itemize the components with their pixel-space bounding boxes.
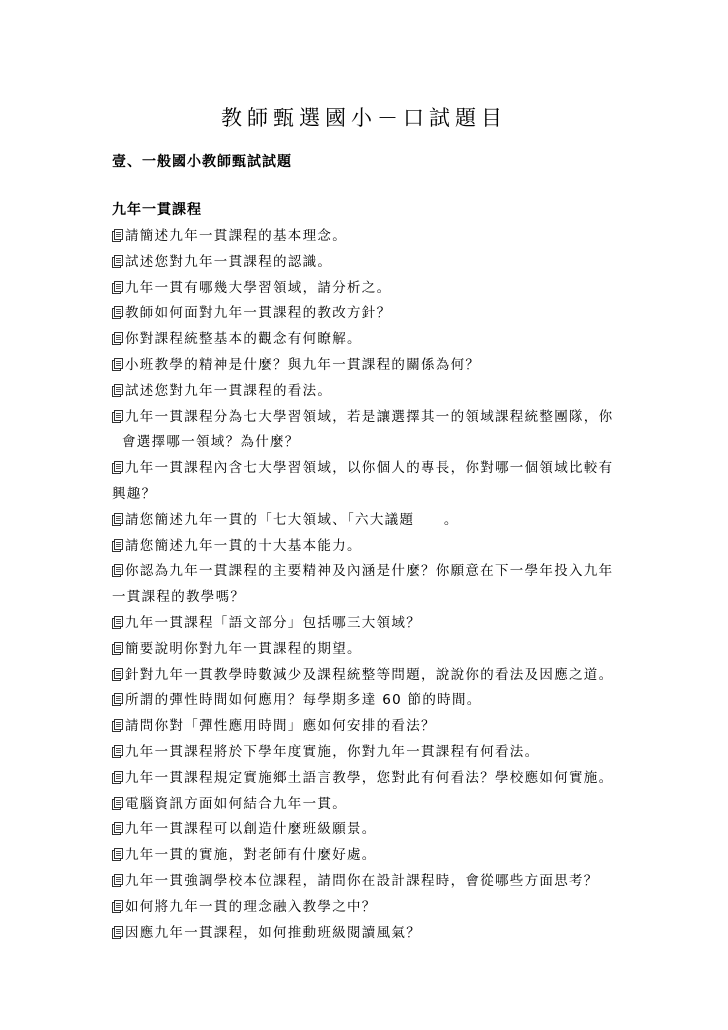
question-item bbox=[112, 508, 622, 534]
section-heading: 壹、一般國小教師甄試試題 bbox=[112, 154, 292, 170]
question-item bbox=[112, 250, 622, 276]
question-item bbox=[112, 663, 622, 689]
question-item-continuation bbox=[112, 482, 622, 508]
question-text: 九年一貫課程分為七大學習領域，若是讓選擇其一的領域課程統整團隊，你 bbox=[125, 408, 614, 425]
question-text: 教師如何面對九年一貫課程的教改方針？ bbox=[125, 305, 392, 322]
question-item bbox=[112, 534, 622, 560]
question-text: 如何將九年一貫的理念融入教學之中？ bbox=[125, 898, 377, 915]
question-text: 興趣？ bbox=[112, 485, 157, 502]
question-text: 九年一貫的實施，對老師有什麼好處。 bbox=[125, 847, 377, 864]
question-text: 簡要說明你對九年一貫課程的期望。 bbox=[125, 640, 362, 657]
question-text: 會選擇哪一領域？為什麼？ bbox=[122, 434, 300, 451]
question-text: 試述您對九年一貫課程的看法。 bbox=[125, 382, 333, 399]
document-bullet-icon bbox=[112, 693, 123, 706]
question-item bbox=[112, 688, 622, 714]
question-list bbox=[112, 224, 622, 946]
question-item bbox=[112, 895, 622, 921]
question-item-continuation bbox=[112, 585, 622, 611]
question-text: 你對課程統整基本的觀念有何瞭解。 bbox=[125, 331, 362, 348]
question-item bbox=[112, 353, 622, 379]
document-bullet-icon bbox=[112, 848, 123, 861]
question-text: 你認為九年一貫課程的主要精神及內涵是什麼？你願意在下一學年投入九年 bbox=[125, 563, 614, 580]
question-text: 九年一貫課程將於下學年度實施，你對九年一貫課程有何看法。 bbox=[125, 743, 540, 760]
document-bullet-icon bbox=[112, 926, 123, 939]
question-text: 九年一貫課程「語文部分」包括哪三大領域？ bbox=[125, 614, 421, 631]
question-item bbox=[112, 740, 622, 766]
question-item bbox=[112, 276, 622, 302]
question-text: 所謂的彈性時間如何應用？每學期多達 60 節的時間。 bbox=[125, 692, 482, 709]
question-text: 請您簡述九年一貫的十大基本能力。 bbox=[125, 537, 362, 554]
document-bullet-icon bbox=[112, 461, 123, 474]
question-text: 試述您對九年一貫課程的認識。 bbox=[125, 253, 333, 270]
question-item bbox=[112, 224, 622, 250]
subsection-heading: 九年一貫課程 bbox=[112, 202, 202, 218]
document-bullet-icon bbox=[112, 384, 123, 397]
document-bullet-icon bbox=[112, 281, 123, 294]
question-item-continuation bbox=[112, 430, 622, 456]
question-text: 請您簡述九年一貫的「七大領域、「六大議題 。 bbox=[125, 511, 459, 528]
page-title: 教師甄選國小－口試題目 bbox=[221, 106, 507, 130]
question-item bbox=[112, 301, 622, 327]
document-bullet-icon bbox=[112, 539, 123, 552]
question-text: 九年一貫有哪幾大學習領域，請分析之。 bbox=[125, 279, 392, 296]
question-item bbox=[112, 792, 622, 818]
question-text: 電腦資訊方面如何結合九年一貫。 bbox=[125, 795, 347, 812]
document-bullet-icon bbox=[112, 229, 123, 242]
question-text: 請問你對「彈性應用時間」應如何安排的看法？ bbox=[125, 718, 436, 735]
question-item bbox=[112, 637, 622, 663]
document-bullet-icon bbox=[112, 332, 123, 345]
question-text: 九年一貫課程可以創造什麼班級願景。 bbox=[125, 821, 377, 838]
question-text: 九年一貫強調學校本位課程，請問你在設計課程時，會從哪些方面思考？ bbox=[125, 872, 599, 889]
question-item bbox=[112, 843, 622, 869]
question-item bbox=[112, 405, 622, 431]
document-bullet-icon bbox=[112, 358, 123, 371]
question-item bbox=[112, 766, 622, 792]
document-bullet-icon bbox=[112, 668, 123, 681]
question-text: 九年一貫課程內含七大學習領域，以你個人的專長，你對哪一個領域比較有 bbox=[125, 460, 614, 477]
question-text: 九年一貫課程規定實施鄉土語言教學，您對此有何看法？學校應如何實施。 bbox=[125, 769, 614, 786]
document-bullet-icon bbox=[112, 513, 123, 526]
document-bullet-icon bbox=[112, 255, 123, 268]
document-bullet-icon bbox=[112, 564, 123, 577]
question-item bbox=[112, 327, 622, 353]
question-item bbox=[112, 817, 622, 843]
document-bullet-icon bbox=[112, 745, 123, 758]
question-text: 小班教學的精神是什麼？與九年一貫課程的關係為何？ bbox=[125, 356, 481, 373]
question-item bbox=[112, 714, 622, 740]
question-text: 針對九年一貫教學時數減少及課程統整等問題，說說你的看法及因應之道。 bbox=[125, 666, 614, 683]
document-bullet-icon bbox=[112, 874, 123, 887]
question-text: 請簡述九年一貫課程的基本理念。 bbox=[125, 228, 347, 244]
question-text: 因應九年一貫課程，如何推動班級閱讀風氣？ bbox=[125, 924, 421, 941]
question-item bbox=[112, 921, 622, 947]
document-bullet-icon bbox=[112, 797, 123, 810]
document-bullet-icon bbox=[112, 642, 123, 655]
question-item bbox=[112, 379, 622, 405]
document-bullet-icon bbox=[112, 616, 123, 629]
question-item bbox=[112, 869, 622, 895]
question-text: 一貫課程的教學嗎？ bbox=[112, 589, 246, 606]
question-item bbox=[112, 611, 622, 637]
document-bullet-icon bbox=[112, 771, 123, 784]
question-item bbox=[112, 559, 622, 585]
document-bullet-icon bbox=[112, 410, 123, 423]
document-bullet-icon bbox=[112, 822, 123, 835]
document-bullet-icon bbox=[112, 306, 123, 319]
document-bullet-icon bbox=[112, 900, 123, 913]
document-bullet-icon bbox=[112, 719, 123, 732]
question-item bbox=[112, 456, 622, 482]
